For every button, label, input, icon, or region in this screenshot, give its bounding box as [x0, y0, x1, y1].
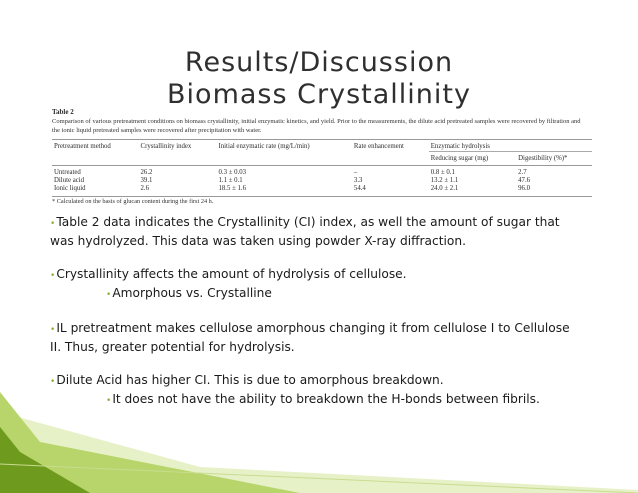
cell-ci: 2.6 — [140, 185, 150, 192]
bullet-icon: • — [106, 290, 112, 300]
cell-rate: 18.5 ± 1.6 — [218, 185, 247, 192]
header-rate: Initial enzymatic rate (mg/L/min) — [218, 143, 310, 150]
table-subheader-row — [52, 152, 592, 166]
cell-sugar: 13.2 ± 1.1 — [430, 177, 459, 184]
bullet-icon: • — [50, 219, 56, 229]
sub-bullet-item-2 — [50, 285, 610, 304]
cell-sugar: 0.8 ± 0.1 — [430, 169, 455, 176]
bullet-text: Table 2 data indicates the Crystallinity (CI) index, as well the amount of sugar that — [56, 215, 560, 229]
bullet-item-3-cont — [50, 339, 610, 356]
bullet-text: IL pretreatment makes cellulose amorphous changing it from cellulose I to Cellulose — [56, 321, 570, 335]
cell-enhancement: 54.4 — [353, 185, 366, 192]
cell-method: Dilute acid — [54, 177, 85, 184]
bullet-text: II. Thus, greater potential for hydrolysis. — [50, 340, 295, 354]
table-figure — [52, 108, 592, 206]
cell-sugar: 24.0 ± 2.1 — [430, 185, 459, 192]
table-row — [52, 177, 592, 185]
cell-digestibility: 47.6 — [518, 177, 531, 184]
green-wave-decoration — [0, 372, 638, 493]
table-header-row — [52, 140, 592, 152]
bullet-icon: • — [50, 325, 56, 335]
header-enhancement: Rate enhancement — [353, 143, 404, 150]
table-footnote: * Calculated on the basis of glucan content during the first 24 h. — [52, 198, 214, 205]
bullet-icon: • — [50, 377, 56, 387]
slide-title-line1: Results/Discussion — [184, 47, 454, 78]
header-ci: Crystallinity index — [140, 143, 192, 150]
cell-ci: 26.2 — [140, 169, 153, 176]
slide-title-line2: Biomass Crystallinity — [167, 79, 471, 110]
bullet-item-2 — [50, 266, 610, 285]
bullet-text: It does not have the ability to breakdown the H-bonds between fibrils. — [112, 392, 540, 406]
cell-digestibility: 2.7 — [518, 169, 527, 176]
bullet-item-3 — [50, 320, 610, 339]
bullet-icon: • — [50, 271, 56, 281]
table-caption: Comparison of various pretreatment conditions on biomass crystallinity, initial enzymatic kinetics, and yield. Prior to the measurements, the dilute acid pretreated samples were recovered by filtration and the ionic liquid pretreated samples were recovered after precipitation with water. — [52, 118, 581, 134]
bullet-text: Crystallinity affects the amount of hydrolysis of cellulose. — [56, 267, 407, 281]
cell-ci: 39.1 — [140, 177, 153, 184]
bullet-text: Dilute Acid has higher CI. This is due to amorphous breakdown. — [56, 373, 444, 387]
cell-enhancement: – — [353, 169, 358, 176]
data-table — [52, 140, 592, 196]
bullet-text: was hydrolyzed. This data was taken using powder X-ray diffraction. — [50, 234, 466, 248]
header-method: Pretreatment method — [54, 143, 111, 150]
cell-rate: 1.1 ± 0.1 — [218, 177, 243, 184]
cell-method: Untreated — [54, 169, 81, 176]
table-label: Table 2 — [52, 108, 74, 116]
subheader-sugar: Reducing sugar (mg) — [429, 152, 516, 166]
subheader-digestibility: Digestibility (%)* — [516, 152, 592, 166]
cell-enhancement: 3.3 — [353, 177, 363, 184]
header-enzymatic: Enzymatic hydrolysis — [429, 140, 592, 152]
bullet-item-1-cont — [50, 233, 610, 250]
cell-digestibility: 96.0 — [518, 185, 531, 192]
bullet-text: Amorphous vs. Crystalline — [112, 286, 272, 300]
bullet-icon: • — [106, 396, 112, 406]
cell-rate: 0.3 ± 0.03 — [218, 169, 247, 176]
bullet-item-1 — [50, 214, 610, 233]
cell-method: Ionic liquid — [54, 185, 86, 192]
table-row — [52, 185, 592, 196]
table-row — [52, 166, 592, 178]
table-box — [52, 139, 592, 197]
